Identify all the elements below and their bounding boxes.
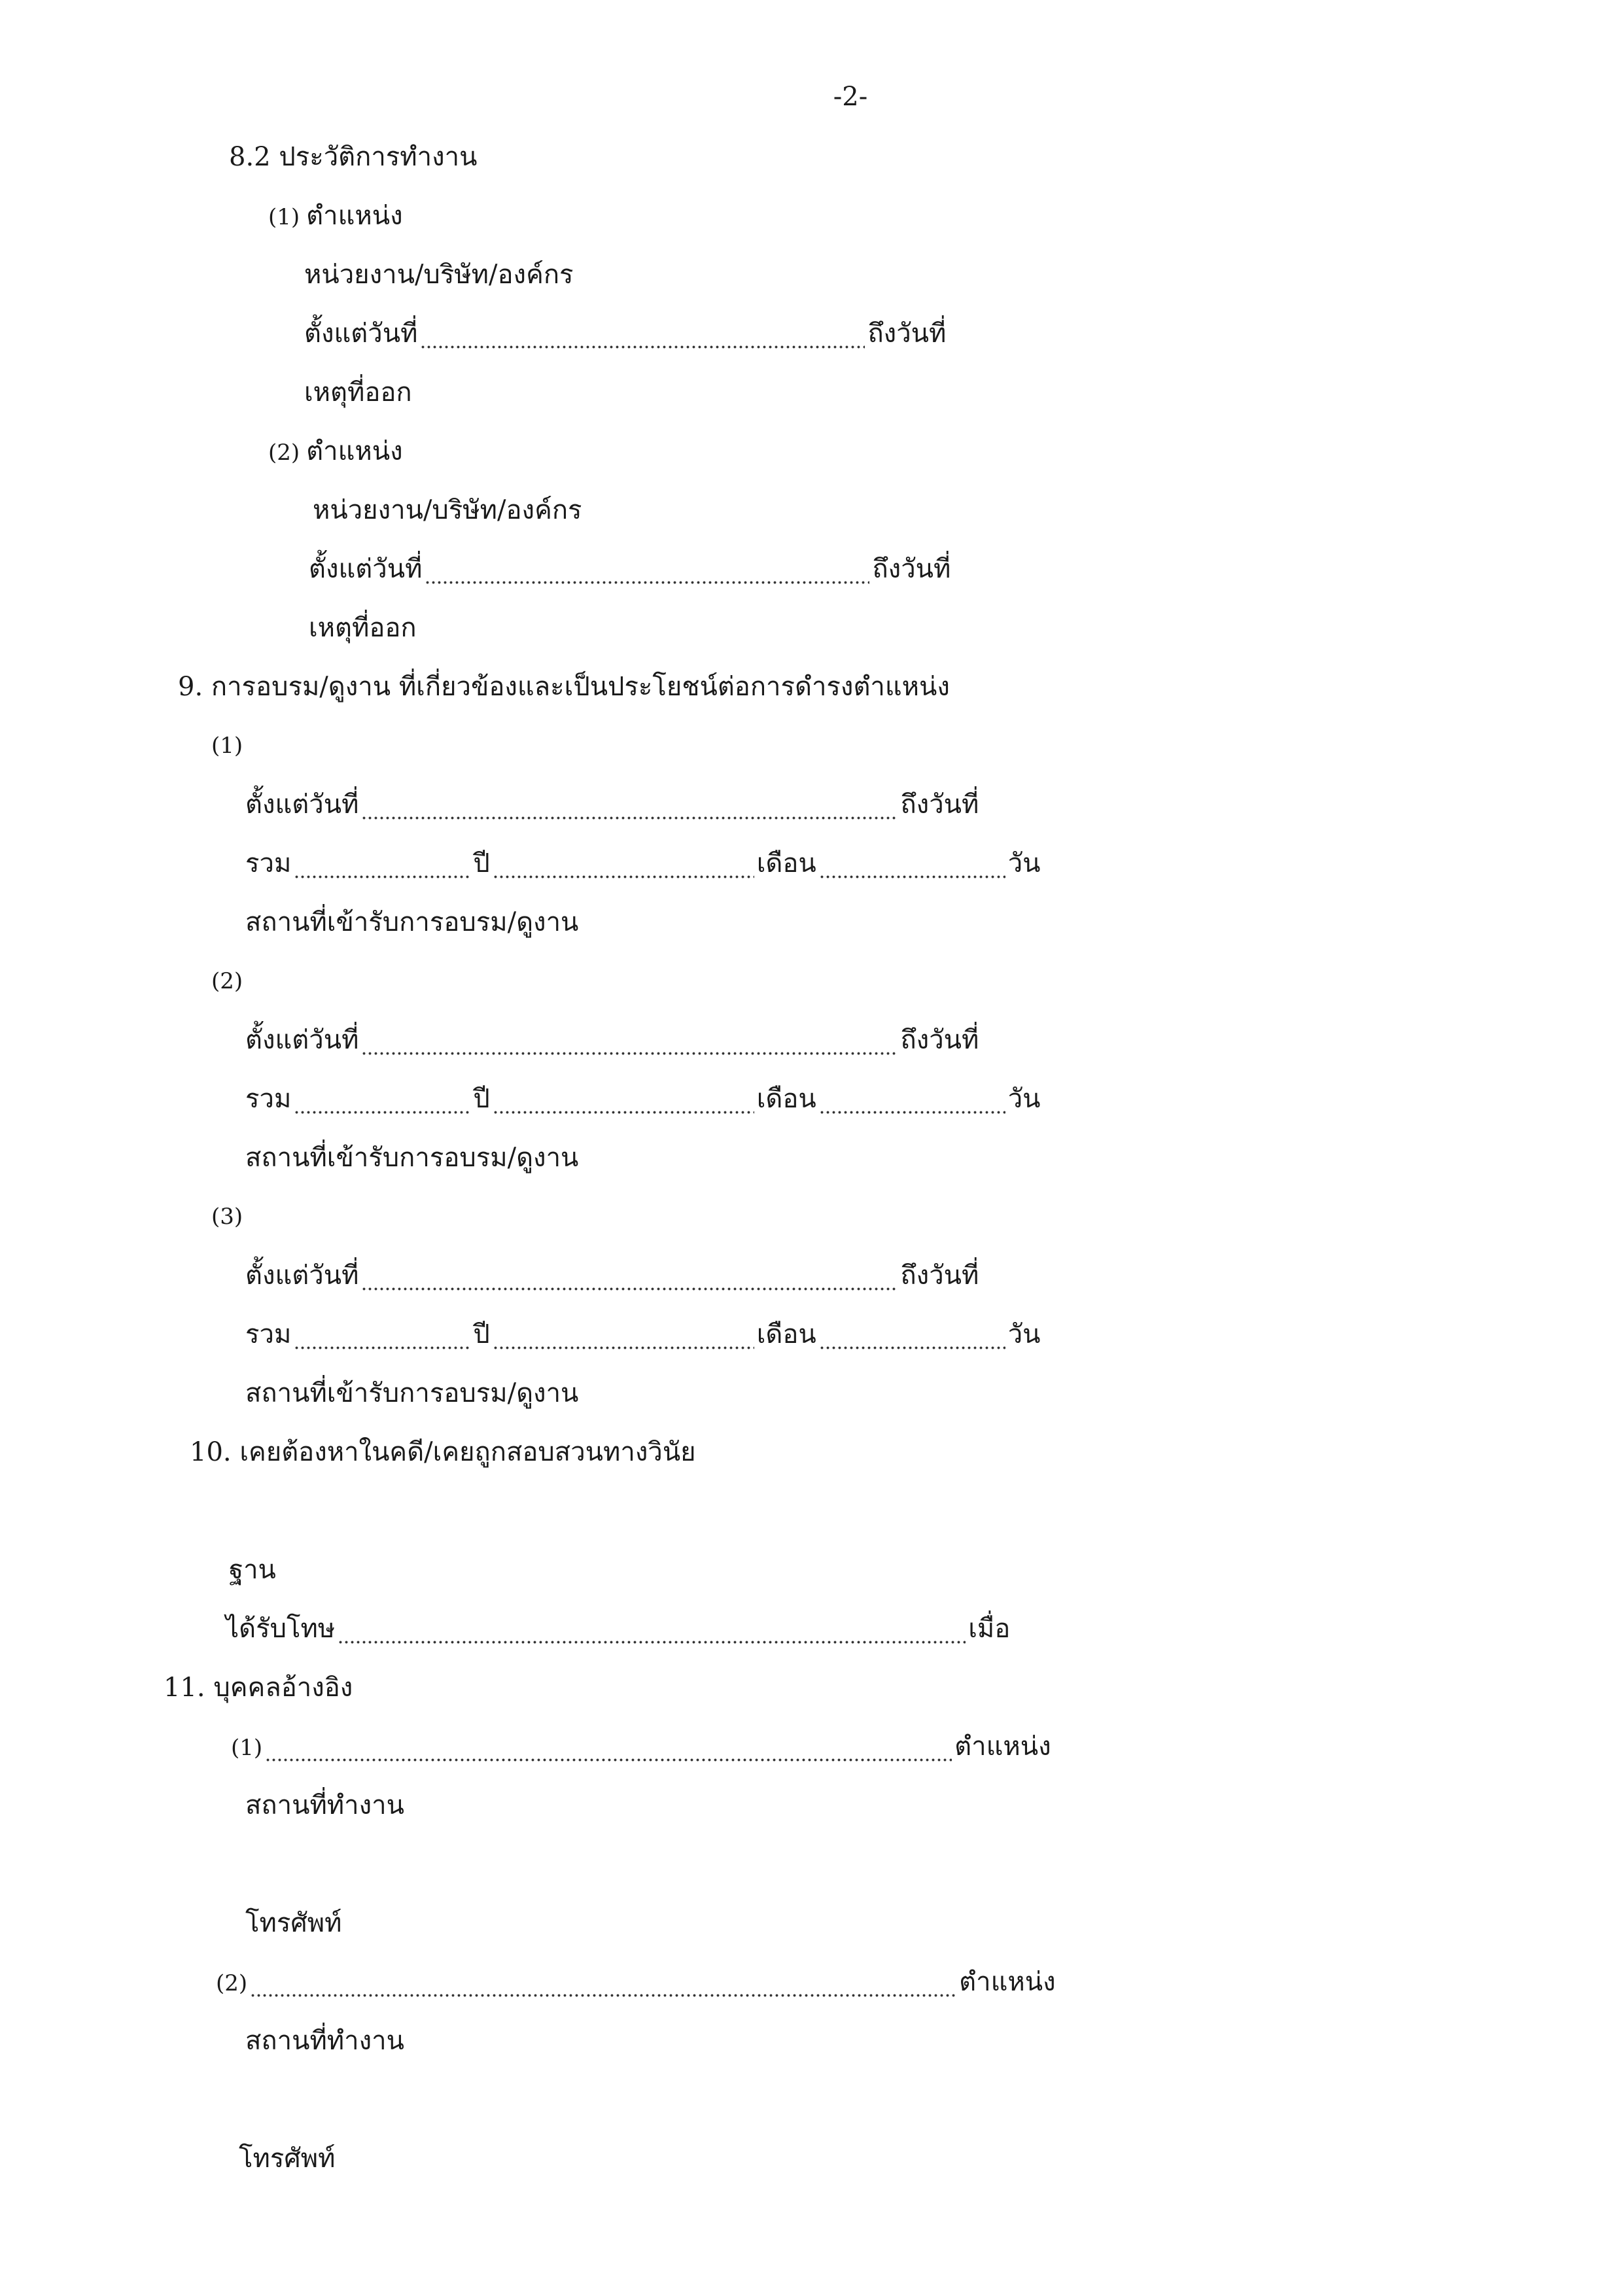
work-1-org-field[interactable] <box>304 256 1469 296</box>
work-1-reason-label: เหตุที่ออก <box>304 377 412 408</box>
work-2-position-label: ตำแหน่ง <box>306 436 403 466</box>
training-2-dates-field[interactable] <box>245 1022 1500 1061</box>
training-2-years-blank[interactable] <box>294 1081 470 1120</box>
section-11-heading: 11. บุคคลอ้างอิง <box>164 1673 353 1703</box>
reference-1-index: (1) <box>231 1735 263 1761</box>
reference-1-name-blank[interactable] <box>265 1728 952 1767</box>
training-1-to-label: ถึงวันที่ <box>900 790 979 820</box>
training-3-from-blank[interactable] <box>361 1257 898 1296</box>
reference-2-name-blank[interactable] <box>250 1964 956 2003</box>
page-number: -2- <box>833 82 868 112</box>
training-1-years-blank[interactable] <box>294 845 470 884</box>
work-2-to-label: ถึงวันที่ <box>872 554 951 584</box>
work-2-from-label: ตั้งแต่วันที่ <box>309 554 423 584</box>
training-1-days-blank[interactable] <box>819 845 1005 884</box>
reference-1-position-label: ตำแหน่ง <box>954 1731 1051 1762</box>
training-1-duration-field[interactable] <box>245 845 1056 884</box>
training-2-days-blank[interactable] <box>819 1081 1005 1120</box>
training-3-place-field[interactable] <box>245 1375 1500 1414</box>
discipline-when-label: เมื่อ <box>968 1614 1011 1644</box>
discipline-penalty-blank[interactable] <box>338 1610 966 1650</box>
training-2-day-label: วัน <box>1007 1084 1041 1114</box>
training-1-total-label: รวม <box>245 848 292 878</box>
training-3-month-label: เดือน <box>756 1319 816 1349</box>
training-1-place-field[interactable] <box>245 904 1500 943</box>
work-2-org-label: หน่วยงาน/บริษัท/องค์กร <box>313 495 582 525</box>
training-3-total-label: รวม <box>245 1319 292 1349</box>
training-3-day-label: วัน <box>1007 1319 1041 1349</box>
training-2-place-field[interactable] <box>245 1139 1500 1179</box>
work-2-from-blank[interactable] <box>425 551 869 590</box>
training-2-place-label: สถานที่เข้ารับการอบรม/ดูงาน <box>245 1143 579 1173</box>
work-1-reason-field[interactable] <box>304 374 1472 413</box>
training-1-months-blank[interactable] <box>493 845 754 884</box>
work-1-position-label: ตำแหน่ง <box>306 201 403 231</box>
training-1-day-label: วัน <box>1007 848 1041 878</box>
reference-2-index: (2) <box>216 1970 248 1996</box>
training-2-year-label: ปี <box>473 1084 490 1114</box>
training-2-month-label: เดือน <box>756 1084 816 1114</box>
training-1-index: (1) <box>211 733 243 759</box>
section-10-heading: 10. เคยต้องหาในคดี/เคยถูกสอบสวนทางวินัย <box>190 1437 696 1467</box>
training-1-title-field[interactable] <box>211 727 1500 767</box>
work-1-dates-field[interactable] <box>304 315 1472 355</box>
reference-2-phone-label: โทรศัพท์ <box>239 2144 336 2174</box>
work-2-dates-field[interactable] <box>309 551 1480 590</box>
training-1-month-label: เดือน <box>756 848 816 878</box>
training-1-from-blank[interactable] <box>361 786 898 826</box>
discipline-charge-label: ฐาน <box>229 1555 276 1585</box>
reference-2-workplace-label: สถานที่ทำงาน <box>245 2026 404 2056</box>
discipline-penalty-label: ได้รับโทษ <box>226 1614 336 1644</box>
work-1-from-blank[interactable] <box>420 315 865 355</box>
discipline-charge-field[interactable] <box>229 1552 1511 1591</box>
reference-1-phone-field[interactable] <box>245 1905 680 1944</box>
discipline-penalty-field[interactable] <box>226 1610 1511 1650</box>
work-2-reason-field[interactable] <box>309 610 1480 649</box>
training-3-title-field[interactable] <box>211 1198 1500 1238</box>
work-1-org-label: หน่วยงาน/บริษัท/องค์กร <box>304 260 574 290</box>
work-1-position-field[interactable] <box>268 198 1472 237</box>
training-2-from-label: ตั้งแต่วันที่ <box>245 1025 359 1055</box>
training-3-to-label: ถึงวันที่ <box>900 1261 979 1291</box>
reference-1-workplace-label: สถานที่ทำงาน <box>245 1790 404 1820</box>
discipline-detail-field[interactable] <box>239 1493 1511 1532</box>
reference-1-name-field[interactable] <box>231 1728 1511 1767</box>
training-3-place-label: สถานที่เข้ารับการอบรม/ดูงาน <box>245 1378 579 1408</box>
work-2-reason-label: เหตุที่ออก <box>309 613 417 643</box>
training-2-to-label: ถึงวันที่ <box>900 1025 979 1055</box>
training-2-duration-field[interactable] <box>245 1081 1056 1120</box>
section-9-heading: 9. การอบรม/ดูงาน ที่เกี่ยวข้องและเป็นประโยชน์ต่อการดำรงตำแหน่ง <box>178 672 950 702</box>
training-1-dates-field[interactable] <box>245 786 1500 826</box>
training-2-index: (2) <box>211 968 243 994</box>
section-8-2-heading: 8.2 ประวัติการทำงาน <box>229 142 478 172</box>
reference-2-position-label: ตำแหน่ง <box>959 1967 1056 1997</box>
reference-1-phone-label: โทรศัพท์ <box>245 1908 342 1938</box>
training-3-dates-field[interactable] <box>245 1257 1500 1296</box>
work-1-to-label: ถึงวันที่ <box>867 319 947 349</box>
reference-2-workplace-field[interactable] <box>245 2023 1511 2062</box>
work-2-org-field[interactable] <box>313 492 1472 531</box>
reference-2-name-field[interactable] <box>216 1964 1511 2003</box>
training-3-months-blank[interactable] <box>493 1316 754 1355</box>
training-1-year-label: ปี <box>473 848 490 878</box>
work-1-index: (1) <box>268 204 300 230</box>
reference-2-phone-field[interactable] <box>239 2140 674 2180</box>
training-2-title-field[interactable] <box>211 963 1500 1002</box>
reference-1-workplace-line2[interactable] <box>245 1846 1511 1885</box>
training-3-index: (3) <box>211 1204 243 1230</box>
training-3-duration-field[interactable] <box>245 1316 1056 1355</box>
reference-1-workplace-field[interactable] <box>245 1787 1511 1826</box>
reference-2-workplace-line2[interactable] <box>252 2081 1508 2121</box>
training-1-from-label: ตั้งแต่วันที่ <box>245 790 359 820</box>
work-2-index: (2) <box>268 440 300 466</box>
training-1-place-label: สถานที่เข้ารับการอบรม/ดูงาน <box>245 907 579 937</box>
training-2-from-blank[interactable] <box>361 1022 898 1061</box>
work-2-position-field[interactable] <box>268 433 1472 472</box>
training-2-months-blank[interactable] <box>493 1081 754 1120</box>
training-3-years-blank[interactable] <box>294 1316 470 1355</box>
training-3-days-blank[interactable] <box>819 1316 1005 1355</box>
training-3-from-label: ตั้งแต่วันที่ <box>245 1261 359 1291</box>
training-3-year-label: ปี <box>473 1319 490 1349</box>
training-2-total-label: รวม <box>245 1084 292 1114</box>
work-1-from-label: ตั้งแต่วันที่ <box>304 319 418 349</box>
